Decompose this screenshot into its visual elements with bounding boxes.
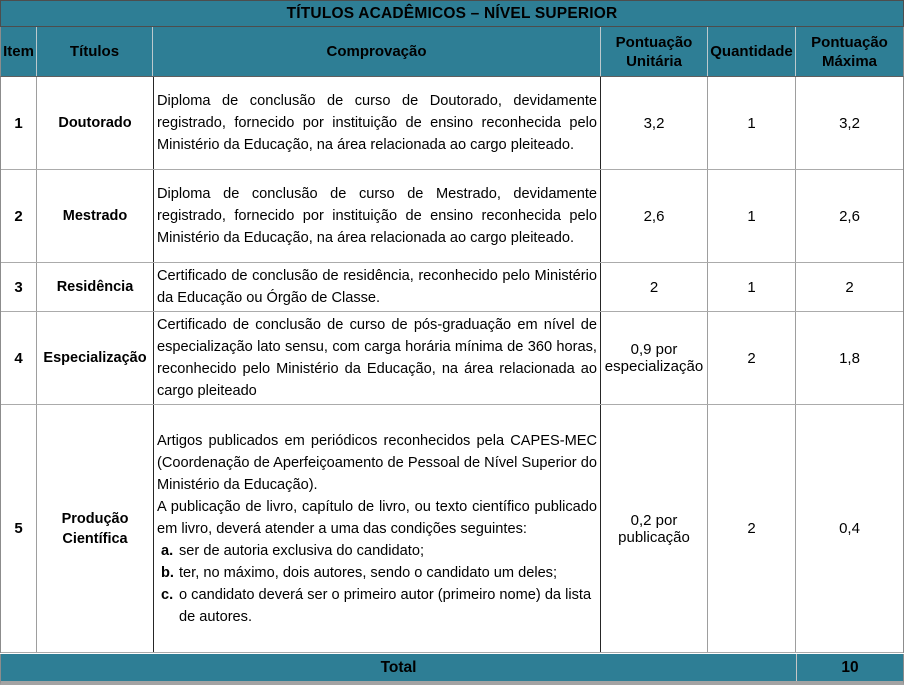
list-item-text: ser de autoria exclusiva do candidato; [179, 542, 425, 559]
table-body [0, 77, 904, 653]
table-row [1, 170, 903, 263]
row-pontuacao-unitaria: 3,2 [601, 77, 708, 169]
total-value: 10 [796, 654, 903, 681]
comprovacao-paragraph: Certificado de conclusão de curso de pós-graduação em nível de especialização lato sensu, com carga horária mínima de 360 horas, reconhecido pelo Ministério da Educação, na área relacionada ao cargo pleiteado [157, 317, 597, 399]
row-pontuacao-unitaria: 0,9 por especialização [601, 312, 708, 404]
row-item-number: 1 [1, 77, 37, 169]
column-header-titulos: Títulos [37, 27, 153, 76]
table-row [1, 263, 903, 312]
row-pontuacao-maxima: 2 [845, 278, 854, 296]
row-quantidade: 2 [708, 405, 796, 652]
row-comprovacao [153, 263, 601, 311]
row-pontuacao-maxima: 1,8 [839, 349, 860, 367]
row-quantidade: 1 [708, 263, 796, 311]
comprovacao-paragraph: A publicação de livro, capítulo de livro, ou texto científico publicado em livro, deverá atender a uma das condições seguintes: [157, 498, 597, 537]
table-title-bar [0, 0, 904, 27]
row-quantidade: 1 [708, 170, 796, 262]
row-item-number: 2 [1, 170, 37, 262]
comprovacao-paragraph: Certificado de conclusão de residência, reconhecido pelo Ministério da Educação ou Órgão de Classe. [157, 268, 597, 306]
row-pontuacao-unitaria: 2,6 [601, 170, 708, 262]
row-titulo: Residência [56, 279, 134, 295]
column-header-comprovacao: Comprovação [153, 27, 601, 76]
comprovacao-list-item [157, 540, 597, 562]
row-titulo: Especialização [43, 350, 147, 366]
row-titulo: Produção Científica [61, 510, 129, 547]
row-comprovacao [153, 170, 601, 262]
row-comprovacao [153, 312, 601, 404]
comprovacao-list-item [157, 562, 597, 584]
total-label: Total [380, 658, 417, 676]
comprovacao-list-item [157, 584, 597, 628]
row-comprovacao [153, 405, 601, 652]
row-quantidade: 1 [708, 77, 796, 169]
list-item-text: o candidato deverá ser o primeiro autor (primeiro nome) da lista de autores. [179, 586, 592, 625]
row-item-number: 3 [1, 263, 37, 311]
column-header-item: Item [1, 27, 37, 76]
comprovacao-paragraph: Artigos publicados em periódicos reconhecidos pela CAPES-MEC (Coordenação de Aperfeiçoamento de Pessoal de Nível Superior do Ministério da Educação). [157, 432, 597, 493]
comprovacao-paragraph: Diploma de conclusão de curso de Mestrado, devidamente registrado, fornecido por instituição de ensino reconhecida pelo Ministério da Educação, na área relacionada ao cargo pleiteado. [157, 186, 597, 246]
table-header-row [0, 27, 904, 77]
list-item-marker: c. [161, 586, 174, 603]
comprovacao-paragraph: Diploma de conclusão de curso de Doutorado, devidamente registrado, fornecido por instituição de ensino reconhecida pelo Ministério da Educação, na área relacionada ao cargo pleiteado. [157, 93, 597, 153]
list-item-text: ter, no máximo, dois autores, sendo o candidato um deles; [179, 564, 558, 581]
table-row [1, 77, 903, 170]
row-item-number: 5 [1, 405, 37, 652]
row-pontuacao-maxima: 2,6 [839, 207, 860, 225]
column-header-pontuacao-maxima: Pontuação Máxima [811, 33, 888, 70]
row-quantidade: 2 [708, 312, 796, 404]
row-comprovacao [153, 77, 601, 169]
row-pontuacao-unitaria: 2 [601, 263, 708, 311]
column-header-pontuacao-unitaria: Pontuação Unitária [601, 27, 708, 76]
row-titulo: Mestrado [62, 208, 128, 224]
list-item-marker: a. [161, 542, 174, 559]
row-item-number: 4 [1, 312, 37, 404]
row-pontuacao-maxima: 0,4 [839, 520, 860, 537]
column-header-quantidade: Quantidade [708, 27, 796, 76]
table-row [1, 312, 903, 405]
table-footer-row [0, 654, 904, 685]
row-pontuacao-maxima: 3,2 [839, 114, 860, 132]
table-row [1, 405, 903, 653]
list-item-marker: b. [161, 564, 174, 581]
table-title: TÍTULOS ACADÊMICOS – NÍVEL SUPERIOR [286, 4, 618, 22]
row-pontuacao-unitaria: 0,2 por publicação [601, 405, 708, 652]
row-titulo: Doutorado [58, 115, 132, 131]
